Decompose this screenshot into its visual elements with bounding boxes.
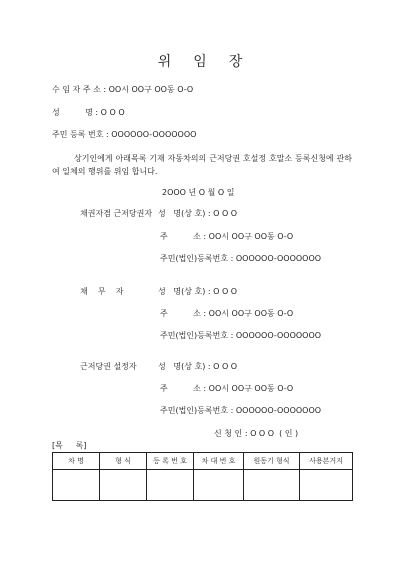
section-creditor-address-row xyxy=(160,232,293,242)
table-row xyxy=(53,470,353,501)
section-mortgagor-name-row xyxy=(158,362,237,372)
principal-address-row xyxy=(52,85,193,95)
column-header: 차 대 번 호 xyxy=(194,453,244,470)
table-cell xyxy=(194,470,244,501)
list-heading: [목 록] xyxy=(52,441,87,450)
title-char: 장 xyxy=(228,54,243,70)
name-label: 성 명(상 호) : xyxy=(158,362,211,371)
delegation-text: 상기인에게 아래목록 기재 자동차의의 근저당권 호설정 호말소 등록신청에 관하여 일체의 행위를 위임 합니다. xyxy=(52,154,352,176)
section-mortgagor-heading: 근저당권 설정자 xyxy=(80,362,137,371)
name-label: 성 명(상 호) : xyxy=(158,287,211,296)
delegation-paragraph xyxy=(52,152,352,178)
reg-value: OOOOOO-OOOOOOO xyxy=(235,331,322,340)
principal-address-value: OO시 OO구 OO동 O-O xyxy=(108,85,194,94)
applicant-label: 신 청 인 : xyxy=(214,429,248,438)
document-date: 2OOO 년 O 월 O 일 xyxy=(162,188,235,197)
address-value: OO시 OO구 OO동 O-O xyxy=(208,384,294,393)
address-label: 주 소 : xyxy=(160,232,207,241)
table-header-row xyxy=(53,453,353,470)
reg-label: 주민(법인)등록번호 : xyxy=(160,406,234,415)
title-char: 위 xyxy=(157,54,172,70)
principal-id-label: 주민 등록 번호 : xyxy=(52,130,109,139)
table-cell xyxy=(147,470,194,501)
address-value: OO시 OO구 OO동 O-O xyxy=(208,309,294,318)
principal-id-row xyxy=(52,130,196,140)
principal-name-label: 성 명 : xyxy=(52,108,99,117)
section-debtor-heading: 채 무 자 xyxy=(80,287,124,296)
document-title xyxy=(0,51,400,71)
address-value: OO시 OO구 OO동 O-O xyxy=(208,232,294,241)
column-header: 원동기 형식 xyxy=(244,453,300,470)
section-debtor-name-row xyxy=(158,287,237,297)
name-value: O O O xyxy=(213,287,238,296)
principal-id-value: OOOOOO-OOOOOOO xyxy=(111,130,197,139)
table-cell xyxy=(244,470,300,501)
column-header: 형 식 xyxy=(100,453,147,470)
name-label: 성 명(상 호) : xyxy=(158,209,211,218)
table-cell xyxy=(300,470,353,501)
reg-value: OOOOOO-OOOOOOO xyxy=(235,406,322,415)
address-label: 주 소 : xyxy=(160,384,207,393)
principal-name-row xyxy=(52,108,125,118)
name-value: O O O xyxy=(213,362,238,371)
table-cell xyxy=(100,470,147,501)
principal-name-value: O O O xyxy=(100,108,125,117)
name-value: O O O xyxy=(213,209,238,218)
reg-value: OOOOOO-OOOOOOO xyxy=(235,254,322,263)
section-creditor-name-row xyxy=(158,209,237,219)
title-char: 임 xyxy=(193,54,207,70)
applicant-value: O O O ( 인 ) xyxy=(250,429,299,438)
applicant-row xyxy=(214,429,298,439)
column-header: 사용본거지 xyxy=(300,453,353,470)
address-label: 주 소 : xyxy=(160,309,207,318)
column-header: 등 록 번 호 xyxy=(147,453,194,470)
column-header: 차 명 xyxy=(53,453,100,470)
section-creditor-heading: 채권자겸 근저당권자 xyxy=(80,209,153,218)
vehicle-list-table xyxy=(52,452,353,501)
table-cell xyxy=(53,470,100,501)
principal-address-label: 수 임 자 주 소 : xyxy=(52,85,107,94)
section-mortgagor-address-row xyxy=(160,384,293,394)
section-mortgagor-reg-row xyxy=(160,406,321,416)
section-debtor-reg-row xyxy=(160,331,321,341)
section-creditor-reg-row xyxy=(160,254,321,264)
section-debtor-address-row xyxy=(160,309,293,319)
reg-label: 주민(법인)등록번호 : xyxy=(160,331,234,340)
reg-label: 주민(법인)등록번호 : xyxy=(160,254,234,263)
